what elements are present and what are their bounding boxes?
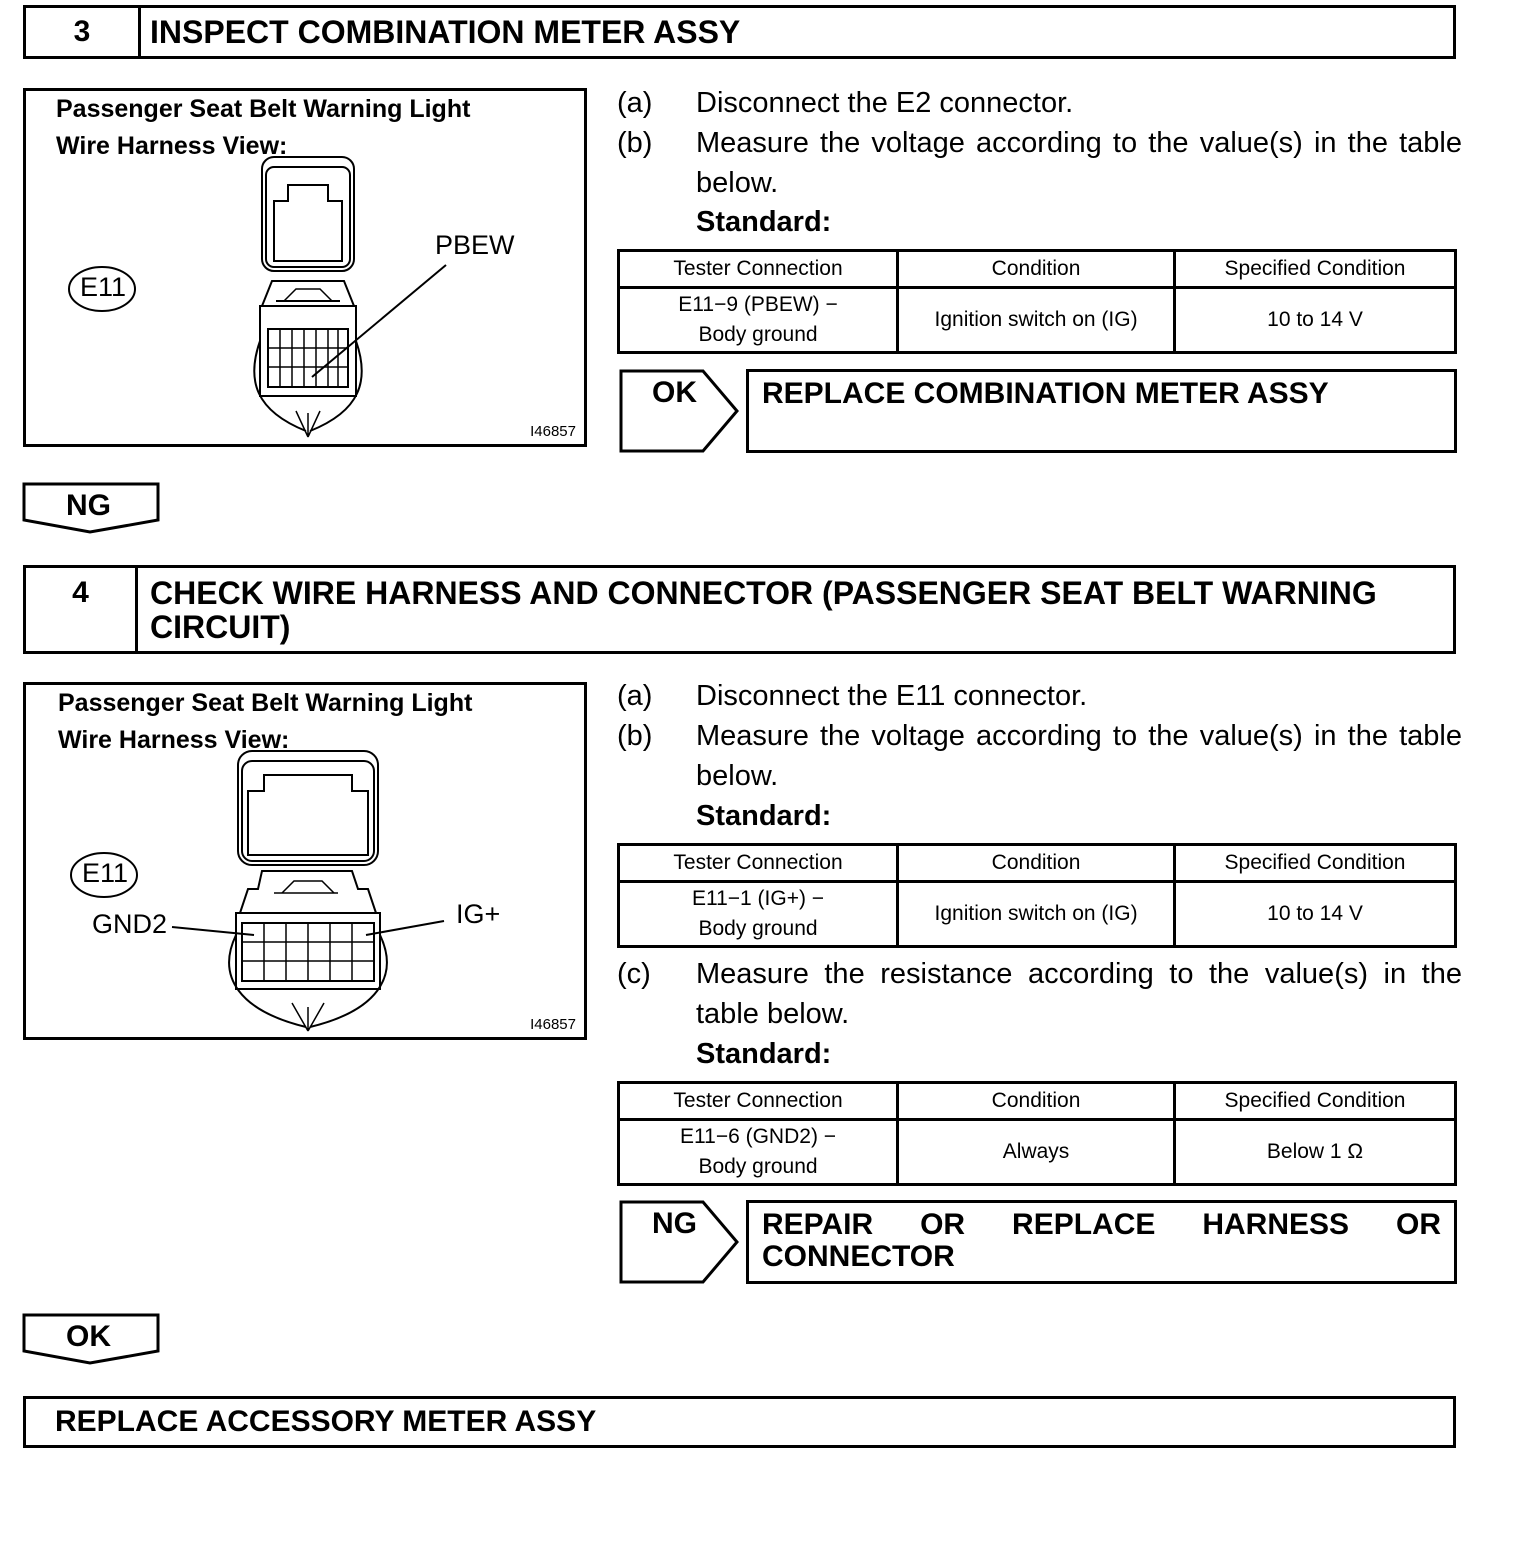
ok-result-text: REPLACE COMBINATION METER ASSY	[762, 377, 1329, 410]
figure-title-line1: Passenger Seat Belt Warning Light	[56, 95, 471, 123]
step-4-number: 4	[26, 568, 138, 651]
ok-tag-label: OK	[652, 376, 697, 409]
table-header: Tester Connection	[619, 1083, 898, 1120]
step-4-title: CHECK WIRE HARNESS AND CONNECTOR (PASSENGER SEAT BELT WARNING CIRCUIT)	[150, 574, 1377, 645]
table-cell-connection: E11−9 (PBEW) − Body ground	[619, 288, 898, 353]
pin-label: PBEW	[435, 230, 515, 260]
table-header: Specified Condition	[1175, 251, 1456, 288]
figure-title-line1: Passenger Seat Belt Warning Light	[58, 689, 473, 717]
table-cell-specified: Below 1 Ω	[1175, 1120, 1456, 1185]
step-4-header	[23, 565, 1456, 654]
table-header: Specified Condition	[1175, 1083, 1456, 1120]
figure-id: I46857	[530, 1016, 576, 1033]
table-row	[619, 882, 1456, 947]
spec-table-resistance	[617, 1081, 1457, 1186]
standard-label: Standard:	[696, 1038, 832, 1070]
step-4-figure	[23, 682, 587, 1040]
figure-title-line2: Wire Harness View:	[56, 132, 288, 160]
figure-title-line2: Wire Harness View:	[58, 726, 290, 754]
connector-label: E11	[82, 858, 129, 888]
standard-label: Standard:	[696, 206, 832, 238]
ng-result-text: REPAIR OR REPLACE HARNESS OR CONNECTOR	[762, 1208, 1441, 1273]
table-cell-condition: Always	[898, 1120, 1175, 1185]
standard-label: Standard:	[696, 800, 832, 832]
spec-table-voltage	[617, 843, 1457, 948]
table-header: Tester Connection	[619, 845, 898, 882]
final-action-box	[23, 1396, 1456, 1448]
ig-plus-pin-label: IG+	[456, 899, 501, 929]
final-action-text: REPLACE ACCESSORY METER ASSY	[55, 1405, 597, 1438]
step-3-number: 3	[26, 8, 141, 56]
table-header: Tester Connection	[619, 251, 898, 288]
table-cell-condition: Ignition switch on (IG)	[898, 882, 1175, 947]
table-row	[619, 1120, 1456, 1185]
ng-tag-label: NG	[652, 1207, 697, 1240]
step-3-title: INSPECT COMBINATION METER ASSY	[150, 14, 741, 50]
ng-result-box	[746, 1200, 1457, 1284]
instruction-b: (b) Measure the voltage according to the value(s) in the table below.	[617, 720, 1462, 792]
instruction-a: (a) Disconnect the E11 connector.	[617, 680, 1088, 712]
instruction-c: (c) Measure the resistance according to the value(s) in the table below.	[617, 958, 1462, 1030]
ok-result-box	[746, 369, 1457, 453]
gnd2-pin-label: GND2	[92, 909, 168, 939]
connector-label: E11	[80, 272, 127, 302]
instruction-a: (a) Disconnect the E2 connector.	[617, 87, 1074, 119]
instruction-b: (b) Measure the voltage according to the value(s) in the table below.	[617, 127, 1462, 199]
table-cell-connection: E11−1 (IG+) − Body ground	[619, 882, 898, 947]
connector-diagram	[26, 91, 584, 444]
figure-id: I46857	[530, 423, 576, 440]
table-row	[619, 288, 1456, 353]
table-header: Condition	[898, 845, 1175, 882]
table-cell-specified: 10 to 14 V	[1175, 288, 1456, 353]
step-3-figure	[23, 88, 587, 447]
table-header: Condition	[898, 1083, 1175, 1120]
table-header: Specified Condition	[1175, 845, 1456, 882]
table-cell-specified: 10 to 14 V	[1175, 882, 1456, 947]
table-cell-condition: Ignition switch on (IG)	[898, 288, 1175, 353]
step-3-header	[23, 5, 1456, 59]
ok-down-label: OK	[66, 1320, 111, 1353]
spec-table	[617, 249, 1457, 354]
ng-down-label: NG	[66, 489, 111, 522]
table-cell-connection: E11−6 (GND2) − Body ground	[619, 1120, 898, 1185]
table-header: Condition	[898, 251, 1175, 288]
